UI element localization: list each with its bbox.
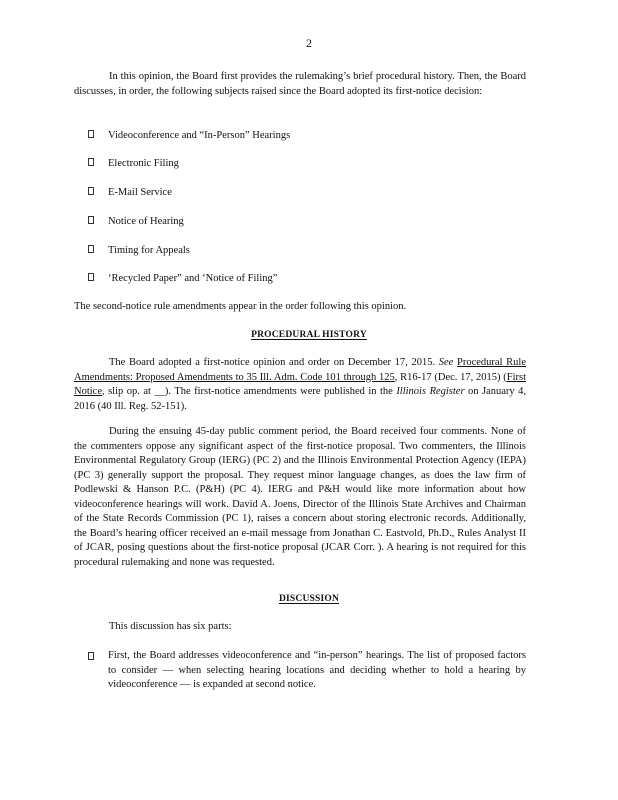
list-item-label: ‘Recycled Paper” and ‘Notice of Filing” (108, 273, 278, 284)
list-item (88, 245, 190, 256)
checkbox-icon (88, 158, 94, 166)
procedural-history-paragraph-1: The Board adopted a first-notice opinion and order on December 17, 2015. See Procedural Rule Amendments: Proposed Amendments to 35 Ill. Adm. Code 101 through 125, R16-17 (Dec. 17, 2015) (First Notice, slip op. at __). The first-notice amendments were published in the Illinois Register on January 4, 2016 (40 Ill. Reg. 52-151). (74, 357, 527, 412)
list-item (88, 158, 179, 169)
checkbox-icon (88, 187, 94, 195)
checkbox-icon (88, 652, 94, 660)
page-number: 2 (306, 36, 312, 50)
list-item (88, 187, 172, 198)
list-item-label: E-Mail Service (108, 187, 172, 198)
list-item (88, 216, 184, 227)
heading-discussion: DISCUSSION (278, 594, 340, 604)
list-item-label: Electronic Filing (108, 158, 179, 169)
discussion-list-item: First, the Board addresses videoconference and “in-person” hearings. The list of proposed factors to consider — when selecting hearing locations and deciding whether to hold a hearing by videoconference — is expanded at second notice. (88, 649, 526, 693)
checkbox-icon (88, 130, 94, 138)
intro-paragraph: In this opinion, the Board first provides the rulemaking’s brief procedural history. Then, the Board discusses, in order, the following subjects raised since the Board adopted its first-notice decision: (74, 71, 526, 97)
list-item-label: Timing for Appeals (108, 245, 190, 256)
case-citation: Procedural Rule Amendments: Proposed Amendments to 35 Ill. Adm. Code 101 through 125 (74, 357, 526, 383)
list-item-label: Notice of Hearing (108, 216, 184, 227)
discussion-intro: This discussion has six parts: (109, 621, 232, 632)
list-item (88, 273, 277, 284)
procedural-history-paragraph-2: During the ensuing 45-day public comment period, the Board received four comments. None of the commenters oppose any significant aspect of the first-notice proposal. Two commenters, the Illinois Environmental Regulatory Group (IERG) (PC 2) and the Illinois Environmental Protection Agency (IEPA) (PC 3) generally support the proposal. They request minor language changes, as does the law firm of Podlewski & Hanson P.C. (P&H) (PC 4). IERG and P&H would like more information about how videoconference hearings will work. David A. Joens, Director of the Illinois State Archives and Chairman of the State Records Commission (PC 1), raises a concern about storing electronic records. Additionally, the Board’s hearing officer received an e-mail message from Jonathan C. Eastvold, Ph.D., Rules Analyst II of JCAR, posing questions about the first-notice proposal (JCAR Corr. ). A hearing is not required for this procedural rulemaking and none was requested. (74, 426, 526, 568)
list-item-label: Videoconference and “In-Person” Hearings (108, 130, 291, 141)
list-item (88, 130, 290, 141)
checkbox-icon (88, 273, 94, 281)
checkbox-icon (88, 216, 94, 224)
second-notice-sentence: The second-notice rule amendments appear in the order following this opinion. (74, 301, 407, 312)
checkbox-icon (88, 245, 94, 253)
heading-procedural-history: PROCEDURAL HISTORY (251, 330, 367, 340)
